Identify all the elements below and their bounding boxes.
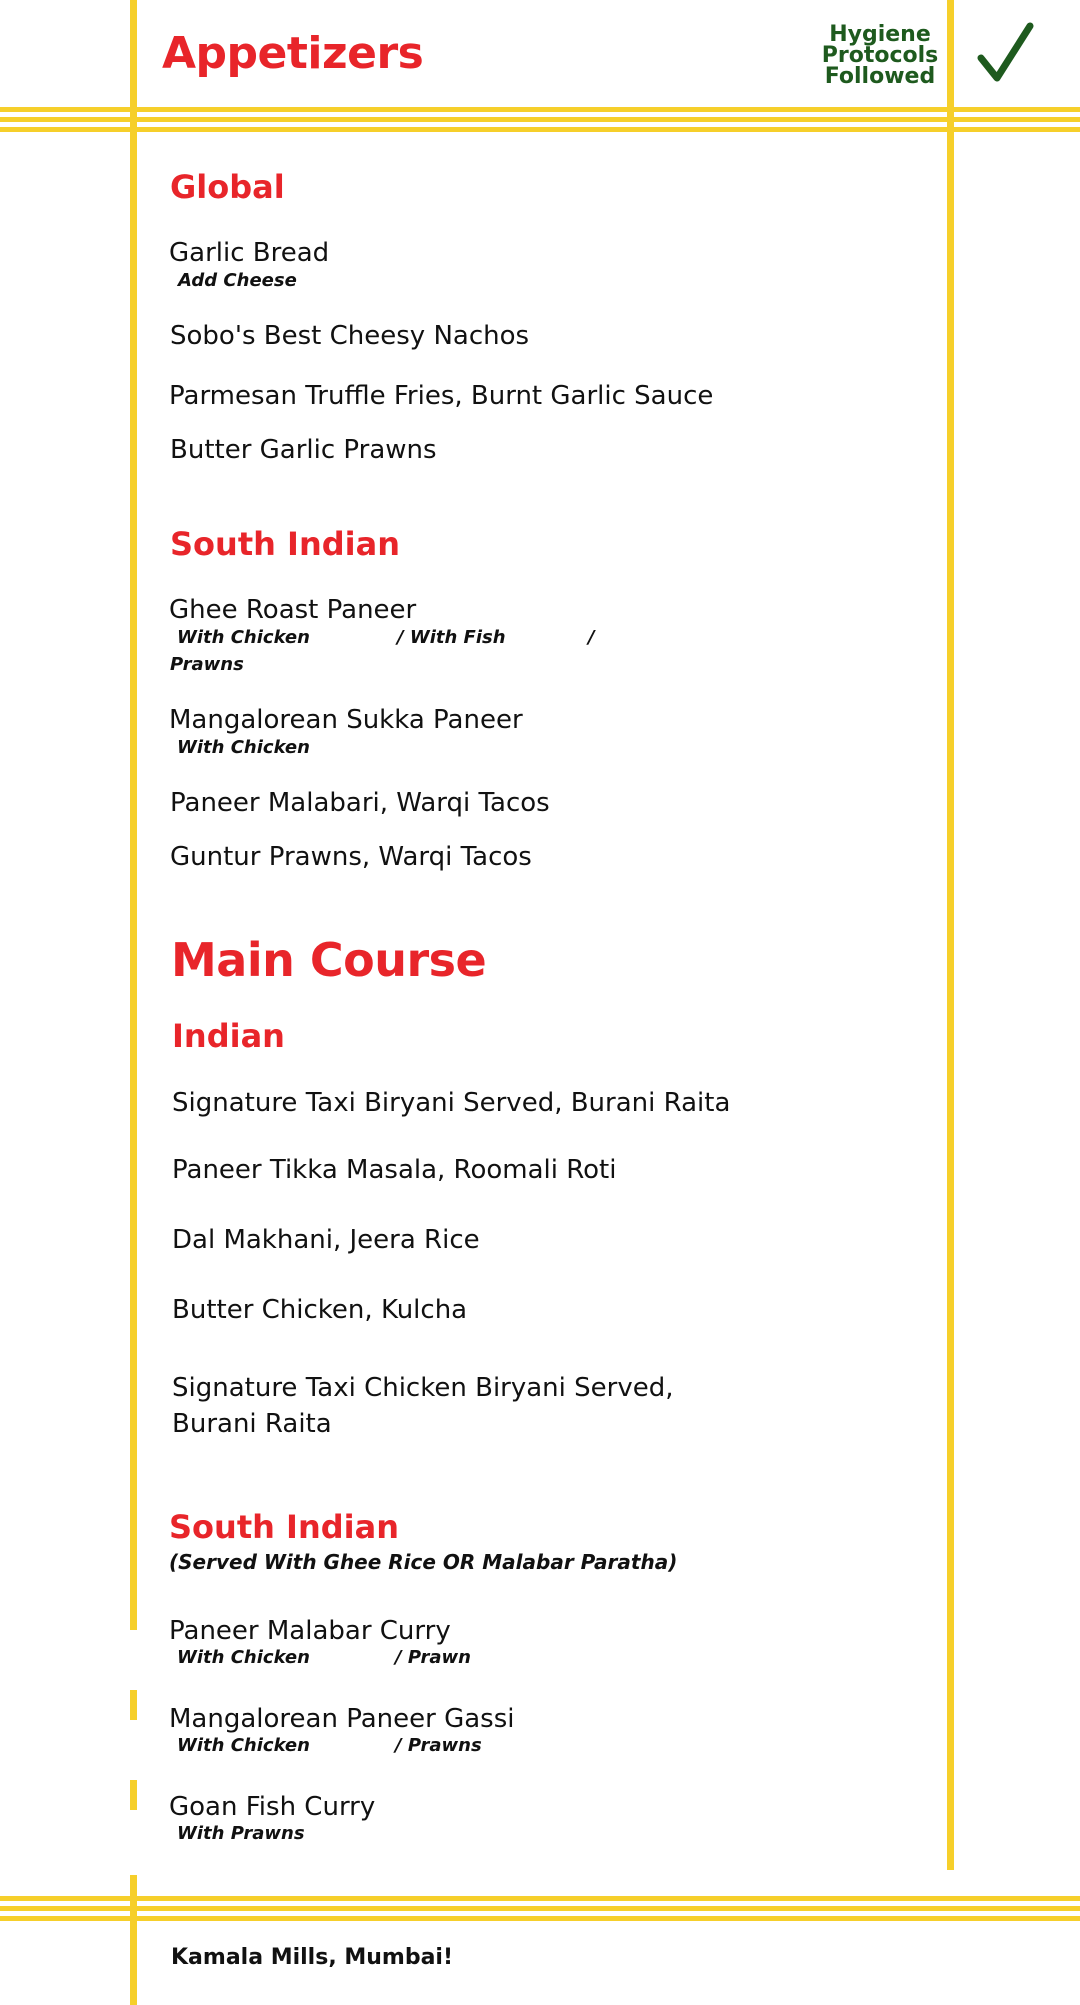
menu-item-addon: With Chicken (177, 1647, 310, 1668)
menu-item-addon: / Prawn (395, 1647, 471, 1668)
frame-left-line-bottom (130, 1875, 137, 2005)
menu-item-addon: With Chicken (177, 737, 310, 758)
frame-top-line-1 (0, 107, 1080, 112)
footer-location: Kamala Mills, Mumbai! (171, 1945, 453, 1970)
section-note: (Served With Ghee Rice OR Malabar Paratha) (169, 1550, 678, 1574)
menu-item: Signature Taxi Biryani Served, Burani Raita (172, 1088, 731, 1118)
section-heading-indian: Indian (172, 1017, 285, 1055)
menu-item: Butter Chicken, Kulcha (172, 1295, 468, 1325)
menu-item: Paneer Malabar Curry (169, 1616, 451, 1646)
frame-bottom-line-2 (0, 1906, 1080, 1911)
hygiene-line-1: Hygiene (829, 22, 931, 47)
menu-item-addon: With Chicken (177, 1735, 310, 1756)
frame-top-line-3 (0, 127, 1080, 132)
menu-item: Guntur Prawns, Warqi Tacos (170, 842, 532, 872)
menu-item: Ghee Roast Paneer (169, 595, 417, 625)
frame-left-line-seg1 (130, 1690, 137, 1720)
section-heading-global: Global (170, 168, 285, 206)
check-icon (975, 20, 1035, 90)
section-heading-south-indian: South Indian (170, 525, 400, 563)
menu-item-addon: / With Fish (397, 627, 506, 648)
menu-item-addon: With Prawns (177, 1823, 305, 1844)
menu-item-addon: / (588, 627, 595, 648)
menu-item: Garlic Bread (169, 238, 330, 268)
menu-item-addon: / Prawns (395, 1735, 482, 1756)
menu-item-continuation: Burani Raita (172, 1409, 332, 1439)
menu-item-addon: Add Cheese (178, 270, 297, 291)
menu-item: Paneer Malabari, Warqi Tacos (170, 788, 550, 818)
hygiene-line-2: Protocols (821, 43, 939, 68)
menu-item: Paneer Tikka Masala, Roomali Roti (172, 1155, 617, 1185)
menu-item: Mangalorean Paneer Gassi (169, 1704, 515, 1734)
menu-item: Signature Taxi Chicken Biryani Served, (172, 1373, 674, 1403)
section-heading-main-south-indian: South Indian (169, 1508, 399, 1546)
menu-item: Parmesan Truffle Fries, Burnt Garlic Sauce (169, 381, 714, 411)
menu-item: Sobo's Best Cheesy Nachos (170, 321, 530, 351)
menu-item-addon: Prawns (170, 654, 244, 675)
menu-item: Goan Fish Curry (169, 1792, 376, 1822)
main-course-title: Main Course (171, 933, 487, 987)
menu-item: Dal Makhani, Jeera Rice (172, 1225, 480, 1255)
menu-item-addon: With Chicken (177, 627, 310, 648)
frame-bottom-line-1 (0, 1896, 1080, 1901)
frame-left-line-seg2 (130, 1780, 137, 1810)
frame-bottom-line-3 (0, 1916, 1080, 1921)
menu-item: Butter Garlic Prawns (170, 435, 437, 465)
frame-top-line-2 (0, 117, 1080, 122)
menu-item: Mangalorean Sukka Paneer (169, 705, 523, 735)
page-title: Appetizers (162, 28, 424, 79)
frame-left-line-top (130, 0, 137, 1630)
hygiene-line-3: Followed (824, 64, 936, 89)
frame-right-line (947, 0, 954, 1870)
hygiene-badge (810, 24, 950, 87)
